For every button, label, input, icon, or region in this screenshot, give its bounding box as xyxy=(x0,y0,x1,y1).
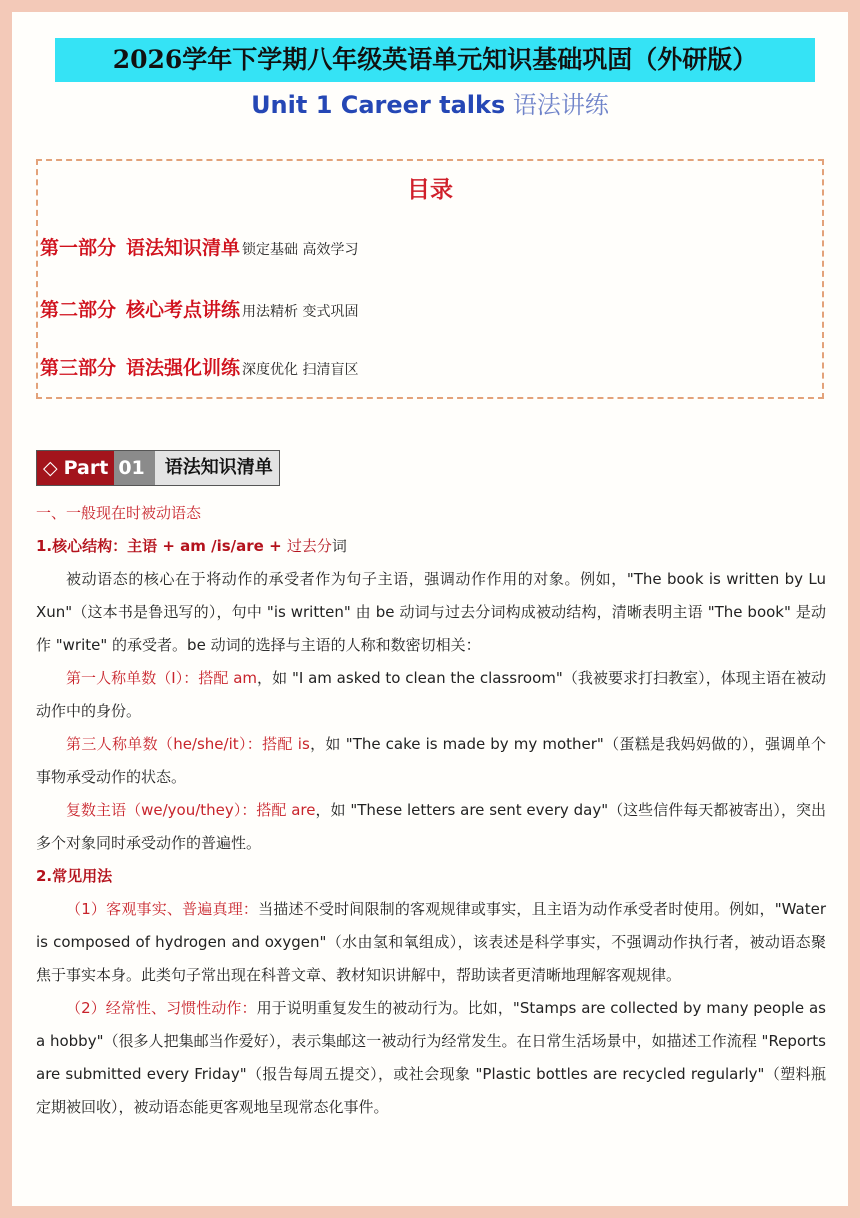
usage-1-paragraph xyxy=(36,893,826,992)
part-header-label xyxy=(37,451,114,485)
unit-subtitle-zh: 语法讲练 xyxy=(512,91,609,119)
common-usage-label: 2.常见用法 xyxy=(36,867,113,885)
subsection-core-structure xyxy=(36,535,347,557)
toc-item-part: 第一部分 xyxy=(40,237,117,259)
plural-paragraph xyxy=(36,794,826,860)
usage-1-label: （1）客观事实、普遍真理： xyxy=(66,900,259,918)
toc-item-desc: 用法精析 变式巩固 xyxy=(242,304,359,320)
table-of-contents xyxy=(36,159,824,399)
plural-text: ，如 "These letters are sent every day"（这些信件每天都被寄出），突出多个对象同时承受动作的普遍性。 xyxy=(36,801,826,852)
third-person-label: 第三人称单数（he/she/it）：搭配 is xyxy=(66,735,310,753)
core-structure-formula: + am /is/are + xyxy=(157,537,287,555)
document-title: 2026学年下学期八年级英语单元知识基础巩固（外研版） xyxy=(55,38,815,82)
intro-paragraph: 被动语态的核心在于将动作的承受者作为句子主语，强调动作作用的对象。例如，"The book is written by Lu Xun"（这本书是鲁迅写的），句中 "is written" 由 be 动词与过去分词构成被动结构，清晰表明主语 "The book" 是动作 "write" 的承受者。be 动词的选择与主语的人称和数密切相关： xyxy=(36,570,826,654)
toc-title: 目录 xyxy=(407,177,453,203)
section-heading: 一、一般现在时被动语态 xyxy=(36,504,202,522)
usage-2-paragraph xyxy=(36,992,826,1124)
usage-1-text: 当描述不受时间限制的客观规律或事实，且主语为动作承受者时使用。例如，"Water is composed of hydrogen and oxygen"（水由氢和氧组成），该表述是科学事实，不强调动作执行者，被动语态聚焦于事实本身。此类句子常出现在科普文章、教材知识讲解中，帮助读者更清晰地理解客观规律。 xyxy=(36,900,826,984)
part-header xyxy=(36,450,280,486)
core-structure-tail: 词 xyxy=(331,537,347,555)
first-person-paragraph xyxy=(36,662,826,728)
unit-subtitle-en: Unit 1 Career talks xyxy=(251,91,506,119)
toc-item-desc: 深度优化 扫清盲区 xyxy=(242,362,359,378)
grammar-body xyxy=(36,563,826,1124)
usage-2-label: （2）经常性、习惯性动作： xyxy=(66,999,257,1017)
toc-item-name: 语法知识清单 xyxy=(126,237,241,259)
first-person-text: ，如 "I am asked to clean the classroom"（我被要求打扫教室），体现主语在被动动作中的身份。 xyxy=(36,669,826,720)
document-page xyxy=(12,12,848,1206)
plural-label: 复数主语（we/you/they）：搭配 are xyxy=(66,801,316,819)
toc-item-part: 第三部分 xyxy=(40,357,117,379)
first-person-label: 第一人称单数（I）：搭配 am xyxy=(66,669,258,687)
toc-item-desc: 锁定基础 高效学习 xyxy=(242,242,359,258)
toc-item-part: 第二部分 xyxy=(40,299,117,321)
toc-item-name: 语法强化训练 xyxy=(126,357,241,379)
core-structure-tail-red: 过去分 xyxy=(286,537,332,555)
third-person-text: ，如 "The cake is made by my mother"（蛋糕是我妈妈做的），强调单个事物承受动作的状态。 xyxy=(36,735,827,786)
toc-item-name: 核心考点讲练 xyxy=(126,299,241,321)
unit-subtitle xyxy=(12,88,848,122)
usage-2-text: 用于说明重复发生的被动行为。比如，"Stamps are collected by many people as a hobby"（很多人把集邮当作爱好），表示集邮这一被动行为经常发生。在日常生活场景中，如描述工作流程 "Reports are submitted every Friday"（报告每周五提交），或社会现象 "Plastic bottles are recycled regularly"（塑料瓶定期被回收），被动语态能更客观地呈现常态化事件。 xyxy=(36,999,826,1116)
toc-item-part2[interactable] xyxy=(40,295,358,322)
toc-item-part3[interactable] xyxy=(40,353,358,380)
toc-item-part1[interactable] xyxy=(40,233,358,260)
core-structure-label: 1.核心结构：主语 xyxy=(36,537,158,555)
part-number: 01 xyxy=(114,451,154,485)
part-word: Part xyxy=(63,457,109,479)
common-usage-heading xyxy=(36,860,826,893)
diamond-icon: ◇ xyxy=(43,457,58,479)
third-person-paragraph xyxy=(36,728,826,794)
part-title: 语法知识清单 xyxy=(155,451,279,485)
